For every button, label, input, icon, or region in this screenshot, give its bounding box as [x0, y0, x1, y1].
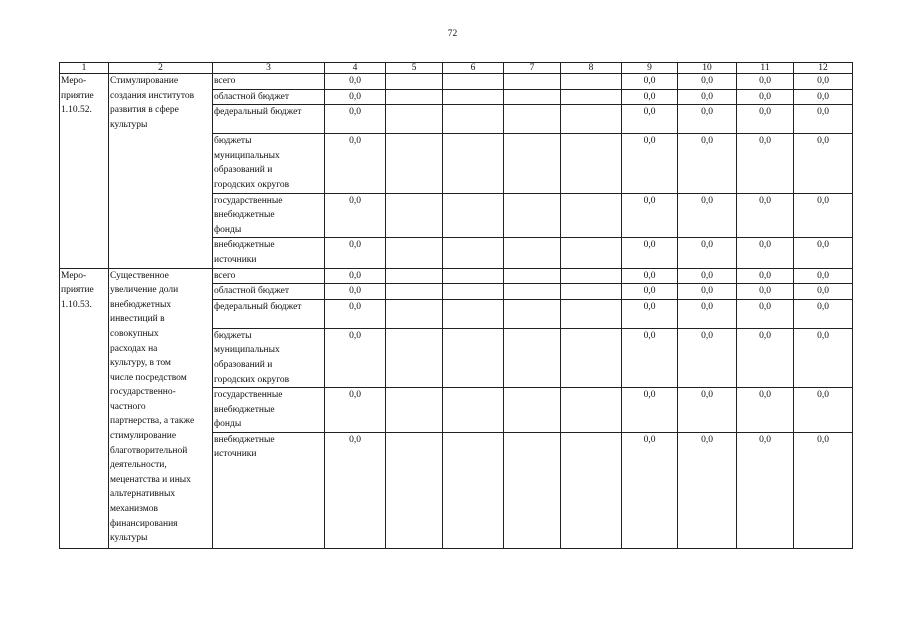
value-cell: 0,0 — [794, 238, 853, 268]
column-header: 4 — [325, 63, 386, 74]
funding-source-line: муниципальных — [214, 345, 280, 356]
value-cell — [443, 432, 504, 548]
value-cell — [386, 89, 443, 105]
funding-source — [213, 134, 325, 193]
value-cell — [561, 299, 622, 328]
value-cell — [443, 238, 504, 268]
measure-title-line: механизмов — [110, 504, 158, 515]
value-cell: 0,0 — [325, 89, 386, 105]
value-cell: 0,0 — [678, 238, 737, 268]
value-cell — [561, 105, 622, 134]
value-cell: 0,0 — [325, 284, 386, 300]
funding-source — [213, 284, 325, 300]
value-cell: 0,0 — [678, 193, 737, 238]
value-cell: 0,0 — [325, 193, 386, 238]
value-cell: 0,0 — [737, 299, 794, 328]
funding-source-line: образований и — [214, 359, 273, 370]
value-cell: 0,0 — [794, 388, 853, 433]
value-cell — [561, 134, 622, 193]
value-cell — [504, 284, 561, 300]
measure-title-line: культуры — [110, 119, 148, 130]
value-cell: 0,0 — [678, 134, 737, 193]
measure-title-line: культуры — [110, 533, 148, 544]
value-cell — [504, 193, 561, 238]
value-cell — [443, 299, 504, 328]
value-cell — [443, 284, 504, 300]
value-cell: 0,0 — [622, 432, 678, 548]
value-cell: 0,0 — [622, 105, 678, 134]
measure-id-line: Меро- — [61, 270, 87, 281]
value-cell: 0,0 — [678, 388, 737, 433]
value-cell: 0,0 — [622, 89, 678, 105]
value-cell: 0,0 — [622, 299, 678, 328]
value-cell — [561, 388, 622, 433]
value-cell: 0,0 — [737, 284, 794, 300]
measure-title-line: числе посредством — [110, 372, 187, 383]
value-cell: 0,0 — [622, 74, 678, 90]
page-number: 72 — [447, 29, 458, 39]
value-cell: 0,0 — [325, 299, 386, 328]
measure-title-line: партнерства, а также — [110, 416, 195, 427]
value-cell: 0,0 — [794, 105, 853, 134]
table-row — [60, 74, 853, 90]
value-cell: 0,0 — [794, 74, 853, 90]
measure-title-line: внебюджетных — [110, 299, 172, 310]
funding-source — [213, 89, 325, 105]
value-cell — [386, 193, 443, 238]
funding-source — [213, 432, 325, 548]
value-cell: 0,0 — [325, 432, 386, 548]
value-cell — [386, 284, 443, 300]
funding-source-line: фонды — [214, 224, 242, 235]
value-cell — [504, 134, 561, 193]
measure-id — [60, 268, 109, 548]
measure-title-line: финансирования — [110, 518, 178, 529]
value-cell: 0,0 — [678, 74, 737, 90]
value-cell: 0,0 — [622, 388, 678, 433]
funding-source-line: всего — [214, 76, 236, 86]
value-cell: 0,0 — [622, 238, 678, 268]
value-cell — [504, 328, 561, 387]
table-row — [60, 268, 853, 284]
measure-id-line: Меро- — [61, 76, 87, 86]
value-cell — [504, 432, 561, 548]
value-cell: 0,0 — [325, 105, 386, 134]
funding-source-line: государственные — [214, 390, 283, 401]
measure-title-line: совокупных — [110, 328, 159, 339]
funding-source — [213, 105, 325, 134]
measure-title-line: создания институтов — [110, 90, 195, 101]
measure-title-line: развития в сфере — [110, 105, 179, 116]
value-cell — [386, 432, 443, 548]
value-cell — [443, 74, 504, 90]
column-header: 3 — [213, 63, 325, 74]
value-cell — [386, 268, 443, 284]
value-cell: 0,0 — [325, 238, 386, 268]
value-cell — [386, 74, 443, 90]
header-row — [60, 63, 853, 74]
value-cell — [561, 193, 622, 238]
value-cell — [386, 105, 443, 134]
value-cell: 0,0 — [678, 299, 737, 328]
value-cell — [504, 388, 561, 433]
value-cell: 0,0 — [737, 432, 794, 548]
value-cell — [561, 328, 622, 387]
column-header: 2 — [109, 63, 213, 74]
column-header: 5 — [386, 63, 443, 74]
funding-source — [213, 268, 325, 284]
column-header: 10 — [678, 63, 737, 74]
value-cell — [386, 299, 443, 328]
value-cell: 0,0 — [794, 299, 853, 328]
funding-source — [213, 238, 325, 268]
value-cell — [443, 328, 504, 387]
value-cell: 0,0 — [325, 134, 386, 193]
value-cell — [386, 328, 443, 387]
value-cell — [504, 238, 561, 268]
value-cell — [561, 89, 622, 105]
measure-title-line: увеличение доли — [110, 285, 179, 296]
value-cell: 0,0 — [737, 74, 794, 90]
funding-source-line: внебюджетные — [214, 404, 275, 415]
funding-source-line: внебюджетные — [214, 240, 275, 251]
value-cell: 0,0 — [678, 105, 737, 134]
value-cell: 0,0 — [622, 328, 678, 387]
measure-title-line: Существенное — [110, 270, 169, 281]
measure-id-line: 1.10.52. — [61, 105, 92, 116]
value-cell: 0,0 — [622, 193, 678, 238]
column-header: 7 — [504, 63, 561, 74]
value-cell — [443, 89, 504, 105]
value-cell — [504, 105, 561, 134]
value-cell: 0,0 — [678, 328, 737, 387]
funding-source-line: государственные — [214, 195, 283, 206]
value-cell — [443, 193, 504, 238]
value-cell — [504, 299, 561, 328]
value-cell: 0,0 — [794, 432, 853, 548]
measure-title-line: альтернативных — [110, 489, 176, 500]
funding-source-line: всего — [214, 270, 236, 281]
measure-title — [109, 74, 213, 269]
column-header: 8 — [561, 63, 622, 74]
value-cell: 0,0 — [622, 134, 678, 193]
value-cell: 0,0 — [737, 89, 794, 105]
funding-source-line: муниципальных — [214, 150, 280, 161]
funding-source-line: федеральный бюджет — [214, 301, 302, 312]
funding-source-line: городских округов — [214, 179, 290, 190]
value-cell — [561, 74, 622, 90]
measure-title-line: меценатства и иных — [110, 474, 191, 485]
value-cell: 0,0 — [737, 328, 794, 387]
value-cell: 0,0 — [737, 134, 794, 193]
value-cell: 0,0 — [794, 284, 853, 300]
column-header: 1 — [60, 63, 109, 74]
funding-source-line: областной бюджет — [214, 286, 290, 297]
value-cell: 0,0 — [325, 74, 386, 90]
value-cell — [504, 268, 561, 284]
funding-source — [213, 193, 325, 238]
funding-source — [213, 299, 325, 328]
column-header: 6 — [443, 63, 504, 74]
value-cell: 0,0 — [794, 328, 853, 387]
funding-source-line: городских округов — [214, 374, 290, 385]
measure-id-line: приятие — [61, 285, 94, 296]
funding-source-line: фонды — [214, 419, 242, 430]
value-cell: 0,0 — [737, 268, 794, 284]
value-cell — [561, 284, 622, 300]
measure-title-line: частного — [110, 401, 146, 412]
column-header: 11 — [737, 63, 794, 74]
measure-id-line: приятие — [61, 90, 94, 101]
value-cell: 0,0 — [737, 193, 794, 238]
value-cell: 0,0 — [794, 268, 853, 284]
measure-id-line: 1.10.53. — [61, 299, 92, 310]
measure-title-line: инвестиций в — [110, 314, 165, 325]
funding-source-line: источники — [214, 449, 257, 460]
measure-title-line: стимулирование — [110, 431, 177, 442]
funding-source-line: бюджеты — [214, 330, 252, 341]
value-cell — [443, 268, 504, 284]
value-cell: 0,0 — [678, 432, 737, 548]
value-cell — [386, 388, 443, 433]
column-header: 12 — [794, 63, 853, 74]
value-cell: 0,0 — [325, 388, 386, 433]
value-cell — [561, 432, 622, 548]
value-cell: 0,0 — [794, 193, 853, 238]
value-cell: 0,0 — [678, 268, 737, 284]
value-cell: 0,0 — [678, 284, 737, 300]
value-cell: 0,0 — [622, 268, 678, 284]
measure-title-line: расходах на — [110, 343, 158, 354]
measure-title-line: государственно- — [110, 387, 176, 398]
funding-source-line: внебюджетные — [214, 210, 275, 221]
value-cell: 0,0 — [622, 284, 678, 300]
value-cell: 0,0 — [794, 134, 853, 193]
value-cell — [443, 134, 504, 193]
value-cell — [504, 74, 561, 90]
value-cell: 0,0 — [794, 89, 853, 105]
measure-id — [60, 74, 109, 269]
funding-source — [213, 328, 325, 387]
funding-source — [213, 388, 325, 433]
value-cell — [561, 238, 622, 268]
value-cell: 0,0 — [325, 328, 386, 387]
measure-title-line: Стимулирование — [110, 76, 179, 86]
measure-title — [109, 268, 213, 548]
funding-source-line: источники — [214, 254, 257, 265]
funding-source-line: бюджеты — [214, 136, 252, 147]
measure-title-line: культуру, в том — [110, 358, 171, 369]
value-cell: 0,0 — [737, 388, 794, 433]
measure-title-line: деятельности, — [110, 460, 167, 471]
funding-source-line: образований и — [214, 165, 273, 176]
value-cell: 0,0 — [678, 89, 737, 105]
value-cell — [386, 238, 443, 268]
value-cell: 0,0 — [325, 268, 386, 284]
funding-source-line: внебюджетные — [214, 434, 275, 445]
column-header: 9 — [622, 63, 678, 74]
value-cell — [443, 105, 504, 134]
value-cell: 0,0 — [737, 238, 794, 268]
funding-source-line: федеральный бюджет — [214, 107, 302, 118]
funding-source — [213, 74, 325, 90]
value-cell — [386, 134, 443, 193]
value-cell: 0,0 — [737, 105, 794, 134]
value-cell — [443, 388, 504, 433]
value-cell — [561, 268, 622, 284]
measure-title-line: благотворительной — [110, 445, 188, 456]
funding-source-line: областной бюджет — [214, 91, 290, 102]
value-cell — [504, 89, 561, 105]
financing-table — [59, 62, 853, 549]
